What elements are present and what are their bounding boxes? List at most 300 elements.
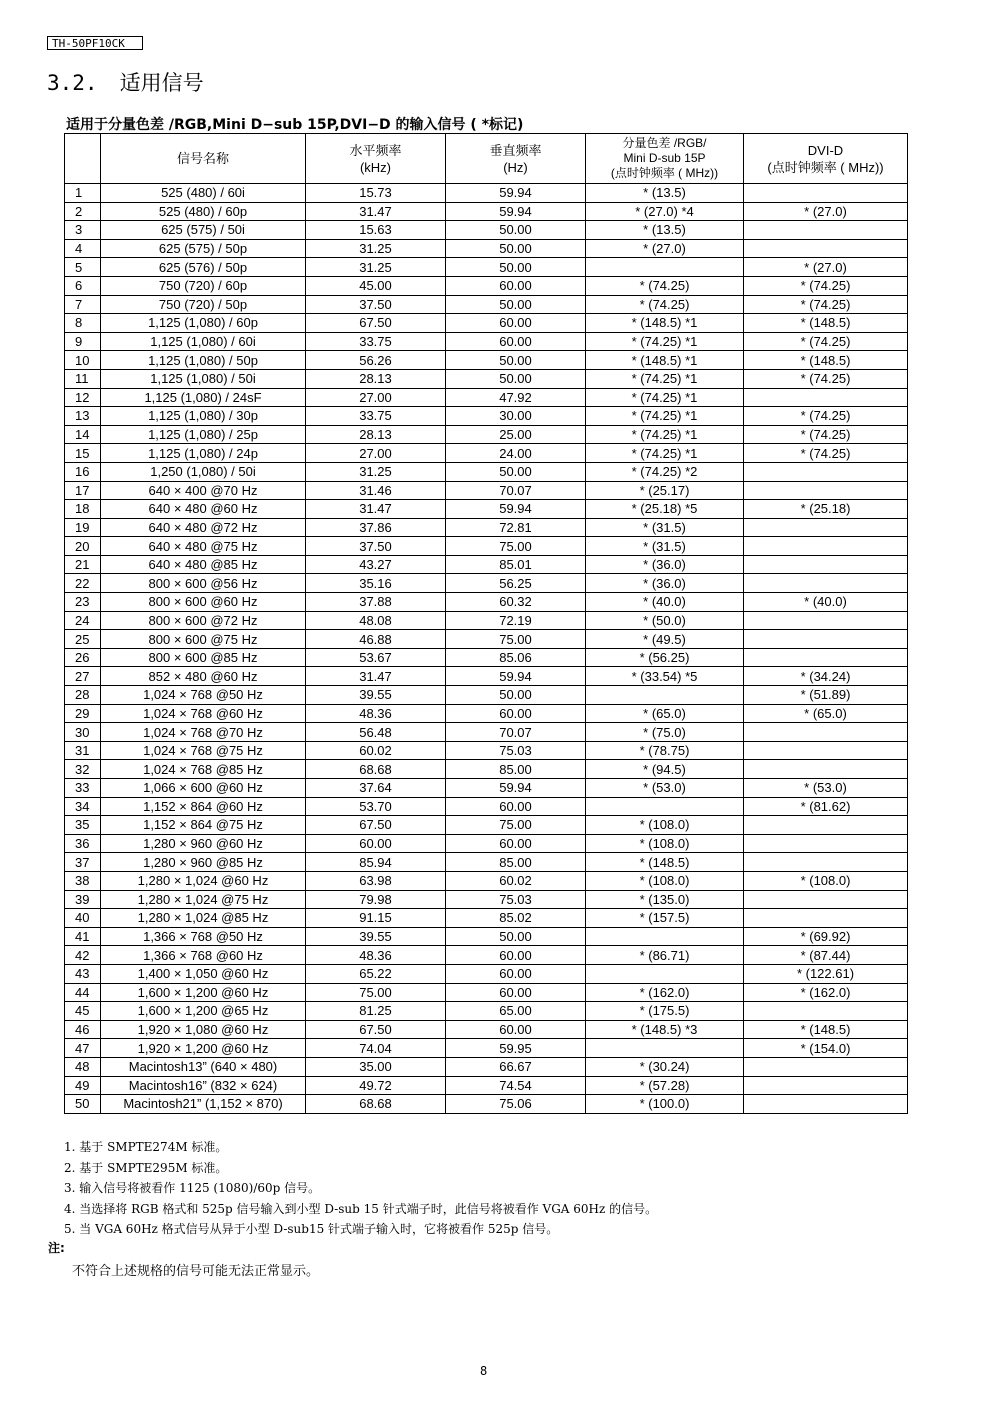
cell-hfreq: 39.55 (306, 927, 446, 946)
cell-signal-name: 1,280 × 1,024 @85 Hz (101, 909, 306, 928)
table-row (65, 630, 908, 649)
table-row (65, 964, 908, 983)
cell-dvi: * (53.0) (744, 779, 908, 798)
cell-index: 38 (65, 871, 101, 890)
cell-vfreq: 75.00 (446, 816, 586, 835)
footnote-item: 1. 基于 SMPTE274M 标准。 (64, 1140, 228, 1154)
cell-index: 42 (65, 946, 101, 965)
cell-index: 21 (65, 555, 101, 574)
cell-component: * (135.0) (586, 890, 744, 909)
cell-dvi: * (74.25) (744, 444, 908, 463)
cell-vfreq: 70.07 (446, 481, 586, 500)
footnotes (64, 1137, 657, 1240)
cell-signal-name: 1,152 × 864 @60 Hz (101, 797, 306, 816)
table-body (65, 184, 908, 1114)
cell-hfreq: 15.63 (306, 221, 446, 240)
table-header-row (65, 134, 908, 184)
footnote-item: 4. 当选择将 RGB 格式和 525p 信号输入到小型 D-sub 15 针式端子时，此信号将被看作 VGA 60Hz 的信号。 (64, 1201, 658, 1216)
footnote-item: 3. 输入信号将被看作 1125 (1080)/60p 信号。 (64, 1181, 321, 1195)
cell-signal-name: 800 × 600 @85 Hz (101, 648, 306, 667)
cell-dvi: * (81.62) (744, 797, 908, 816)
table-row (65, 1095, 908, 1114)
cell-signal-name: 1,125 (1,080) / 24p (101, 444, 306, 463)
cell-signal-name: 640 × 480 @60 Hz (101, 500, 306, 519)
cell-vfreq: 50.00 (446, 295, 586, 314)
cell-signal-name: 1,125 (1,080) / 25p (101, 425, 306, 444)
cell-hfreq: 68.68 (306, 1095, 446, 1114)
table-row (65, 388, 908, 407)
cell-index: 13 (65, 407, 101, 426)
cell-signal-name: 1,366 × 768 @50 Hz (101, 927, 306, 946)
cell-signal-name: 1,125 (1,080) / 50i (101, 369, 306, 388)
cell-vfreq: 59.94 (446, 667, 586, 686)
cell-signal-name: 852 × 480 @60 Hz (101, 667, 306, 686)
table-row (65, 518, 908, 537)
cell-index: 39 (65, 890, 101, 909)
cell-signal-name: 1,280 × 960 @60 Hz (101, 834, 306, 853)
cell-signal-name: Macintosh16” (832 × 624) (101, 1076, 306, 1095)
table-row (65, 927, 908, 946)
cell-signal-name: 800 × 600 @60 Hz (101, 593, 306, 612)
cell-index: 49 (65, 1076, 101, 1095)
cell-signal-name: 1,024 × 768 @75 Hz (101, 741, 306, 760)
cell-index: 44 (65, 983, 101, 1002)
cell-hfreq: 27.00 (306, 444, 446, 463)
table-row (65, 909, 908, 928)
cell-index: 35 (65, 816, 101, 835)
cell-component: * (27.0) *4 (586, 202, 744, 221)
cell-vfreq: 50.00 (446, 351, 586, 370)
cell-index: 29 (65, 704, 101, 723)
cell-dvi: * (40.0) (744, 593, 908, 612)
cell-index: 37 (65, 853, 101, 872)
cell-dvi (744, 630, 908, 649)
cell-component (586, 686, 744, 705)
cell-hfreq: 33.75 (306, 332, 446, 351)
cell-index: 8 (65, 314, 101, 333)
cell-hfreq: 33.75 (306, 407, 446, 426)
cell-component: * (30.24) (586, 1057, 744, 1076)
cell-index: 18 (65, 500, 101, 519)
cell-vfreq: 75.00 (446, 630, 586, 649)
cell-component: * (148.5) *1 (586, 351, 744, 370)
cell-vfreq: 60.00 (446, 332, 586, 351)
cell-component: * (36.0) (586, 555, 744, 574)
header-index (65, 134, 101, 184)
table-row (65, 741, 908, 760)
cell-vfreq: 50.00 (446, 239, 586, 258)
cell-component (586, 1039, 744, 1058)
cell-hfreq: 37.50 (306, 537, 446, 556)
cell-signal-name: 1,066 × 600 @60 Hz (101, 779, 306, 798)
cell-signal-name: 640 × 480 @75 Hz (101, 537, 306, 556)
cell-signal-name: 800 × 600 @75 Hz (101, 630, 306, 649)
cell-component: * (49.5) (586, 630, 744, 649)
table-row (65, 723, 908, 742)
cell-hfreq: 60.02 (306, 741, 446, 760)
cell-signal-name: 1,152 × 864 @75 Hz (101, 816, 306, 835)
cell-index: 17 (65, 481, 101, 500)
cell-component (586, 797, 744, 816)
cell-signal-name: 1,280 × 960 @85 Hz (101, 853, 306, 872)
cell-hfreq: 39.55 (306, 686, 446, 705)
cell-component: * (108.0) (586, 871, 744, 890)
cell-index: 3 (65, 221, 101, 240)
cell-dvi: * (27.0) (744, 202, 908, 221)
cell-dvi: * (148.5) (744, 314, 908, 333)
cell-component: * (27.0) (586, 239, 744, 258)
cell-index: 32 (65, 760, 101, 779)
cell-dvi (744, 890, 908, 909)
cell-component: * (157.5) (586, 909, 744, 928)
cell-index: 7 (65, 295, 101, 314)
header-component: 分量色差 /RGB/ Mini D-sub 15P (点时钟频率 ( MHz)) (586, 134, 744, 184)
cell-hfreq: 31.25 (306, 258, 446, 277)
cell-component: * (94.5) (586, 760, 744, 779)
cell-dvi (744, 462, 908, 481)
cell-index: 33 (65, 779, 101, 798)
table-row (65, 537, 908, 556)
table-row (65, 1020, 908, 1039)
cell-dvi (744, 741, 908, 760)
cell-dvi (744, 760, 908, 779)
cell-component: * (56.25) (586, 648, 744, 667)
cell-signal-name: 1,024 × 768 @70 Hz (101, 723, 306, 742)
cell-hfreq: 31.47 (306, 202, 446, 221)
cell-hfreq: 31.46 (306, 481, 446, 500)
table-row (65, 462, 908, 481)
cell-index: 41 (65, 927, 101, 946)
cell-component: * (148.5) (586, 853, 744, 872)
cell-index: 22 (65, 574, 101, 593)
cell-signal-name: 1,280 × 1,024 @75 Hz (101, 890, 306, 909)
cell-hfreq: 37.88 (306, 593, 446, 612)
cell-hfreq: 48.36 (306, 704, 446, 723)
cell-component: * (108.0) (586, 834, 744, 853)
table-row (65, 648, 908, 667)
cell-dvi (744, 1076, 908, 1095)
cell-dvi (744, 834, 908, 853)
cell-vfreq: 60.00 (446, 964, 586, 983)
cell-component: * (50.0) (586, 611, 744, 630)
cell-vfreq: 60.00 (446, 1020, 586, 1039)
table-row (65, 890, 908, 909)
cell-hfreq: 46.88 (306, 630, 446, 649)
cell-vfreq: 60.00 (446, 983, 586, 1002)
cell-dvi: * (27.0) (744, 258, 908, 277)
table-row (65, 481, 908, 500)
cell-component: * (74.25) (586, 295, 744, 314)
table-row (65, 686, 908, 705)
cell-dvi (744, 184, 908, 203)
cell-signal-name: 640 × 400 @70 Hz (101, 481, 306, 500)
note-label: 注: (48, 1241, 65, 1255)
cell-vfreq: 75.00 (446, 537, 586, 556)
cell-index: 20 (65, 537, 101, 556)
header-hfreq: 水平频率 (kHz) (306, 134, 446, 184)
cell-vfreq: 85.02 (446, 909, 586, 928)
cell-hfreq: 60.00 (306, 834, 446, 853)
cell-vfreq: 24.00 (446, 444, 586, 463)
cell-component: * (13.5) (586, 221, 744, 240)
cell-signal-name: 640 × 480 @72 Hz (101, 518, 306, 537)
cell-vfreq: 66.67 (446, 1057, 586, 1076)
table-row (65, 202, 908, 221)
table-row (65, 295, 908, 314)
cell-vfreq: 59.94 (446, 500, 586, 519)
footnote-item: 2. 基于 SMPTE295M 标准。 (64, 1160, 228, 1175)
cell-vfreq: 50.00 (446, 686, 586, 705)
cell-component: * (75.0) (586, 723, 744, 742)
cell-hfreq: 31.47 (306, 667, 446, 686)
cell-index: 30 (65, 723, 101, 742)
header-vfreq: 垂直频率 (Hz) (446, 134, 586, 184)
cell-index: 24 (65, 611, 101, 630)
cell-hfreq: 74.04 (306, 1039, 446, 1058)
cell-index: 12 (65, 388, 101, 407)
cell-signal-name: 1,400 × 1,050 @60 Hz (101, 964, 306, 983)
cell-dvi (744, 816, 908, 835)
cell-vfreq: 25.00 (446, 425, 586, 444)
cell-dvi: * (74.25) (744, 276, 908, 295)
cell-vfreq: 75.03 (446, 741, 586, 760)
table-row (65, 816, 908, 835)
table-row (65, 332, 908, 351)
cell-index: 48 (65, 1057, 101, 1076)
cell-component: * (175.5) (586, 1002, 744, 1021)
cell-index: 27 (65, 667, 101, 686)
table-row (65, 221, 908, 240)
cell-vfreq: 72.19 (446, 611, 586, 630)
cell-index: 46 (65, 1020, 101, 1039)
table-row (65, 351, 908, 370)
cell-dvi: * (74.25) (744, 332, 908, 351)
signal-table (64, 133, 908, 1114)
cell-hfreq: 56.48 (306, 723, 446, 742)
cell-hfreq: 56.26 (306, 351, 446, 370)
cell-dvi: * (87.44) (744, 946, 908, 965)
cell-hfreq: 28.13 (306, 425, 446, 444)
cell-vfreq: 50.00 (446, 258, 586, 277)
cell-dvi: * (65.0) (744, 704, 908, 723)
cell-component: * (36.0) (586, 574, 744, 593)
cell-hfreq: 37.64 (306, 779, 446, 798)
table-row (65, 871, 908, 890)
cell-signal-name: 1,920 × 1,200 @60 Hz (101, 1039, 306, 1058)
cell-hfreq: 91.15 (306, 909, 446, 928)
cell-vfreq: 50.00 (446, 927, 586, 946)
table-row (65, 1057, 908, 1076)
cell-vfreq: 85.01 (446, 555, 586, 574)
cell-component: * (57.28) (586, 1076, 744, 1095)
cell-component: * (25.18) *5 (586, 500, 744, 519)
table-row (65, 983, 908, 1002)
cell-index: 25 (65, 630, 101, 649)
table-row (65, 258, 908, 277)
cell-hfreq: 31.25 (306, 239, 446, 258)
cell-component (586, 258, 744, 277)
cell-hfreq: 63.98 (306, 871, 446, 890)
cell-hfreq: 31.25 (306, 462, 446, 481)
table-row (65, 444, 908, 463)
cell-index: 2 (65, 202, 101, 221)
cell-dvi (744, 1002, 908, 1021)
cell-dvi (744, 388, 908, 407)
cell-dvi (744, 537, 908, 556)
cell-hfreq: 37.86 (306, 518, 446, 537)
table-row (65, 611, 908, 630)
cell-dvi: * (69.92) (744, 927, 908, 946)
cell-hfreq: 27.00 (306, 388, 446, 407)
cell-vfreq: 50.00 (446, 462, 586, 481)
cell-index: 36 (65, 834, 101, 853)
header-dvi: DVI-D (点时钟频率 ( MHz)) (744, 134, 908, 184)
cell-dvi: * (154.0) (744, 1039, 908, 1058)
cell-dvi (744, 1095, 908, 1114)
cell-dvi (744, 1057, 908, 1076)
cell-signal-name: 1,125 (1,080) / 30p (101, 407, 306, 426)
cell-signal-name: Macintosh21” (1,152 × 870) (101, 1095, 306, 1114)
cell-component: * (74.25) (586, 276, 744, 295)
cell-signal-name: 1,125 (1,080) / 50p (101, 351, 306, 370)
cell-signal-name: 1,280 × 1,024 @60 Hz (101, 871, 306, 890)
cell-dvi (744, 518, 908, 537)
cell-vfreq: 56.25 (446, 574, 586, 593)
cell-vfreq: 60.00 (446, 704, 586, 723)
cell-signal-name: 750 (720) / 50p (101, 295, 306, 314)
cell-component: * (53.0) (586, 779, 744, 798)
cell-dvi (744, 481, 908, 500)
cell-vfreq: 59.94 (446, 184, 586, 203)
cell-dvi (744, 909, 908, 928)
cell-index: 11 (65, 369, 101, 388)
cell-vfreq: 60.32 (446, 593, 586, 612)
cell-vfreq: 85.00 (446, 760, 586, 779)
cell-dvi: * (25.18) (744, 500, 908, 519)
cell-index: 5 (65, 258, 101, 277)
cell-dvi: * (148.5) (744, 351, 908, 370)
table-row (65, 1039, 908, 1058)
cell-component: * (74.25) *1 (586, 407, 744, 426)
cell-dvi (744, 574, 908, 593)
cell-vfreq: 59.95 (446, 1039, 586, 1058)
cell-component: * (31.5) (586, 537, 744, 556)
table-row (65, 407, 908, 426)
cell-index: 34 (65, 797, 101, 816)
table-row (65, 425, 908, 444)
table-title: 适用于分量色差 /RGB,Mini D−sub 15P,DVI−D 的输入信号 ( *标记) (66, 117, 524, 133)
cell-vfreq: 60.00 (446, 834, 586, 853)
cell-component: * (74.25) *1 (586, 425, 744, 444)
cell-signal-name: 1,600 × 1,200 @65 Hz (101, 1002, 306, 1021)
cell-component: * (74.25) *1 (586, 444, 744, 463)
cell-signal-name: 1,920 × 1,080 @60 Hz (101, 1020, 306, 1039)
table-row (65, 797, 908, 816)
cell-index: 45 (65, 1002, 101, 1021)
cell-component: * (31.5) (586, 518, 744, 537)
cell-index: 40 (65, 909, 101, 928)
cell-dvi: * (148.5) (744, 1020, 908, 1039)
cell-hfreq: 35.16 (306, 574, 446, 593)
header-signal-name: 信号名称 (101, 134, 306, 184)
cell-dvi: * (162.0) (744, 983, 908, 1002)
cell-vfreq: 60.00 (446, 276, 586, 295)
cell-signal-name: 625 (575) / 50i (101, 221, 306, 240)
cell-dvi (744, 648, 908, 667)
cell-dvi (744, 239, 908, 258)
cell-index: 31 (65, 741, 101, 760)
cell-vfreq: 59.94 (446, 779, 586, 798)
note-text: 不符合上述规格的信号可能无法正常显示。 (72, 1264, 320, 1279)
cell-signal-name: 640 × 480 @85 Hz (101, 555, 306, 574)
cell-dvi: * (74.25) (744, 295, 908, 314)
cell-component: * (108.0) (586, 816, 744, 835)
cell-hfreq: 68.68 (306, 760, 446, 779)
cell-dvi (744, 221, 908, 240)
cell-hfreq: 43.27 (306, 555, 446, 574)
cell-vfreq: 50.00 (446, 369, 586, 388)
cell-dvi (744, 555, 908, 574)
cell-component (586, 964, 744, 983)
table-row (65, 593, 908, 612)
cell-signal-name: 1,024 × 768 @85 Hz (101, 760, 306, 779)
cell-hfreq: 15.73 (306, 184, 446, 203)
table-row (65, 574, 908, 593)
cell-vfreq: 60.02 (446, 871, 586, 890)
table-row (65, 1076, 908, 1095)
model-label: TH-50PF10CK (47, 36, 143, 50)
cell-index: 6 (65, 276, 101, 295)
cell-hfreq: 67.50 (306, 816, 446, 835)
footnote-item: 5. 当 VGA 60Hz 格式信号从异于小型 D-sub15 针式端子输入时，它将被看作 525p 信号。 (64, 1222, 559, 1236)
cell-component: * (100.0) (586, 1095, 744, 1114)
cell-signal-name: 625 (576) / 50p (101, 258, 306, 277)
cell-index: 26 (65, 648, 101, 667)
table-row (65, 853, 908, 872)
cell-hfreq: 48.08 (306, 611, 446, 630)
cell-dvi (744, 853, 908, 872)
cell-hfreq: 45.00 (306, 276, 446, 295)
cell-component: * (74.25) *1 (586, 388, 744, 407)
cell-dvi: * (74.25) (744, 369, 908, 388)
cell-index: 15 (65, 444, 101, 463)
cell-hfreq: 35.00 (306, 1057, 446, 1076)
cell-hfreq: 37.50 (306, 295, 446, 314)
cell-component: * (65.0) (586, 704, 744, 723)
cell-signal-name: 1,366 × 768 @60 Hz (101, 946, 306, 965)
table-row (65, 760, 908, 779)
cell-hfreq: 85.94 (306, 853, 446, 872)
cell-signal-name: 1,600 × 1,200 @60 Hz (101, 983, 306, 1002)
cell-component: * (162.0) (586, 983, 744, 1002)
cell-hfreq: 49.72 (306, 1076, 446, 1095)
page-number: 8 (480, 1364, 488, 1378)
cell-vfreq: 75.06 (446, 1095, 586, 1114)
cell-hfreq: 75.00 (306, 983, 446, 1002)
cell-component: * (74.25) *1 (586, 332, 744, 351)
section-title: 适用信号 (119, 71, 204, 95)
cell-vfreq: 60.00 (446, 314, 586, 333)
cell-signal-name: 1,250 (1,080) / 50i (101, 462, 306, 481)
cell-signal-name: 800 × 600 @56 Hz (101, 574, 306, 593)
cell-hfreq: 53.67 (306, 648, 446, 667)
cell-component (586, 927, 744, 946)
cell-index: 28 (65, 686, 101, 705)
cell-component: * (40.0) (586, 593, 744, 612)
cell-signal-name: 800 × 600 @72 Hz (101, 611, 306, 630)
cell-component: * (78.75) (586, 741, 744, 760)
cell-component: * (25.17) (586, 481, 744, 500)
